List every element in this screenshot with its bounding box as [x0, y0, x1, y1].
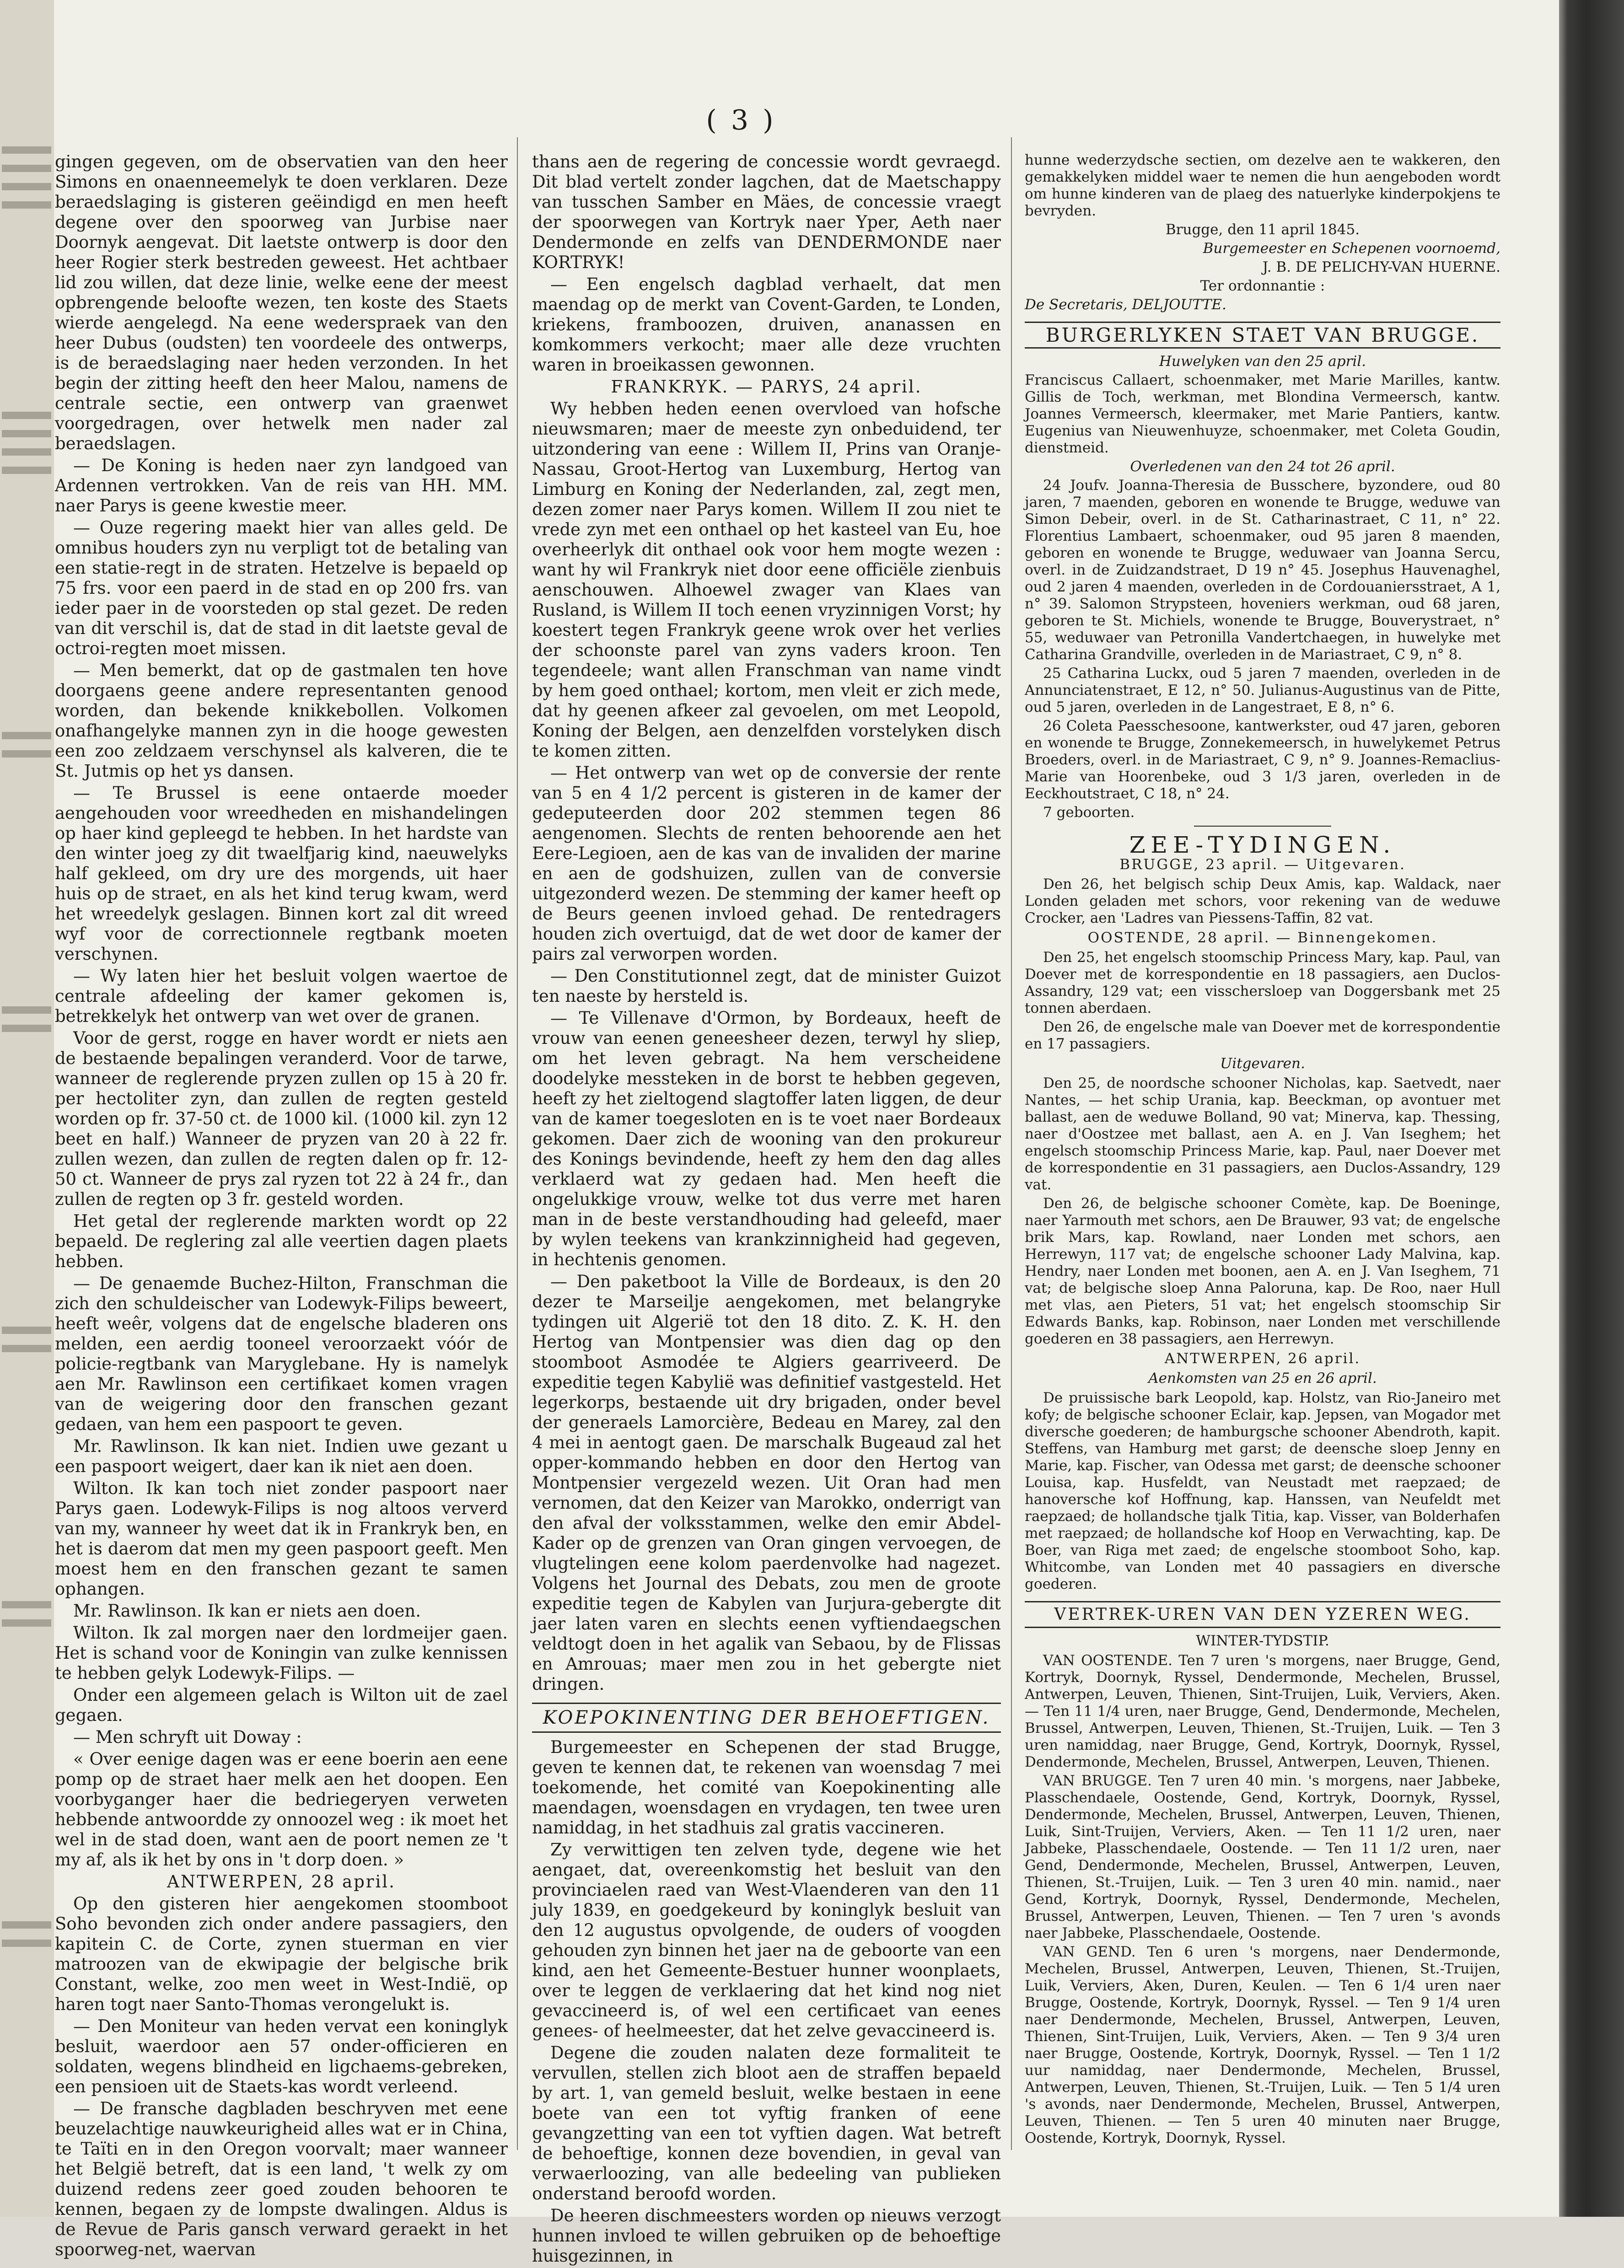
- article-paragraph: Op den gisteren hier aengekomen stoomboot Soho bevonden zich onder andere passagiers, den kapitein C. de Corte, zynen stuerman en vier matroozen van de ekwipagie der belgische brik Constant, welke, zoo men weet in West-Indië, op haren togt naer Santo-Thomas verongelukt is.: [55, 1894, 508, 2014]
- timetable-entry: VAN GEND. Ten 6 uren 's morgens, naer Dendermonde, Mechelen, Brussel, Antwerpen, Leuven, Thienen, St.-Truijen, Luik, Verviers, Aken, Duren, Keulen. — Ten 6 1/4 uren naer Brugge, Oostende, Kortryk, Doornyk, Ryssel. — Ten 9 1/4 uren naer Dendermonde, Mechelen, Brussel, Antwerpen, Leuven, Thienen, Sint-Truijen, Luik, Verviers, Aken. — Ten 9 3/4 uren naer Brugge, Oostende, Kortryk, Doornyk, Ryssel. — Ten 1 1/2 uur namiddag, naer Dendermonde, Mechelen, Brussel, Antwerpen, Leuven, Thienen, St.-Truijen, Luik. — Ten 5 1/4 uren 's avonds, naer Dendermonde, Mechelen, Brussel, Antwerpen, Leuven, Thienen. — Ten 5 uren 40 minuten naer Brugge, Oostende, Kortryk, Doornyk, Ryssel.: [1025, 1944, 1500, 2146]
- column-rule: [517, 137, 518, 2150]
- shipping-entry: Den 26, het belgisch schip Deux Amis, kap. Waldack, naer Londen geladen met schors, voor rekening van de weduwe Crocker, aen 'Ladres van Piessens-Taffin, 82 vat.: [1025, 876, 1500, 926]
- notice-date: Brugge, den 11 april 1845.: [1165, 221, 1360, 238]
- page-number: ( 3 ): [706, 104, 776, 136]
- registry-entry: Franciscus Callaert, schoenmaker, met Marie Marilles, kantw. Gillis de Toch, werkman, met Blondina Vermeersch, kantw. Joannes Vermeersch, kleermaker, met Marie Pantiers, kantw. Eugenius van Nieuwenhuyze, schoenmaker, met Coleta Goudin, dienstmeid.: [1025, 372, 1500, 456]
- signature-title: Burgemeester en Schepenen voornoemd,: [1203, 240, 1500, 257]
- notice-paragraph: hunne wederzydsche sectien, om dezelve aen te wakkeren, den gemakkelyken middel waer te nemen die hun aengeboden wordt om hunne kinderen van de plaeg des natuerlyke kinderpokjens te bevryden.: [1025, 152, 1500, 219]
- notice-paragraph: Degene die zouden nalaten deze formaliteit te vervullen, stellen zich bloot aen de straffen bepaeld by art. 1, van gemeld besluit, welke bestaen in eene boete van een tot vyftig franken of eene gevangzetting van een tot vyftien dagen. Wat betreft de behoeftige, konnen deze bovendien, in geval van verwaerloozing, van alle bedeeling van publieken onderstand beroofd worden.: [532, 2043, 1001, 2204]
- section-heading: BURGERLYKEN STAET VAN BRUGGE.: [1025, 322, 1500, 349]
- article-paragraph: — Men bemerkt, dat op de gastmalen ten hove doorgaens geene andere representanten genood worden, dan bekende knikkebollen. Volkomen onafhangelyke mannen zyn in die hooge gewesten een zoo zeldzaem verschynsel als kalveren, die te St. Jutmis op het ys dansen.: [55, 661, 508, 781]
- article-paragraph: — Den paketboot la Ville de Bordeaux, is den 20 dezer te Marseilje aengekomen, met belangryke tydingen uit Algerië tot den 18 dito. Z. K. H. den Hertog van Montpensier was dien dag op den stoomboot Asmodée te Algiers gearriveerd. De expeditie tegen Kabylië was definitief vastgesteld. Het legerkorps, bestaende uit dry brigaden, onder bevel der generaels Lamorcière, Bedeau en Marey, zal den 4 mei in aentogt gaen. De marschalk Bugeaud zal het opper-kommando hebben en door den Hertog van Montpensier vergezeld wezen. Uit Oran had men vernomen, dat den Keizer van Marokko, onderrigt van den afval der volksstammen, welke den emir Abdel-Kader op de grenzen van Oran gingen vervoegen, de vlugtelingen eene kolom paerdenvolke had nagezet. Volgens het Journal des Debats, zou men de groote expeditie tegen de Kabylen van Jurjura-gebergte dit jaer laten varen en slechts eenen vyftiendaegschen veldtogt doen in het agalik van Sebaou, by de Flissas en Amrouas; maer men zou in het gebergte niet dringen.: [532, 1272, 1001, 1694]
- timetable-entry: VAN BRUGGE. Ten 7 uren 40 min. 's morgens, naer Jabbeke, Plasschendaele, Oostende, Gend, Kortryk, Doornyk, Ryssel, Dendermonde, Mechelen, Brussel, Antwerpen, Leuven, Thienen, Luik, Sint-Truijen, Verviers, Aken. — Ten 11 1/2 uren, naer Jabbeke, Plasschendaele, Oostende. — Ten 11 1/2 uren, naer Gend, Dendermonde, Mechelen, Brussel, Antwerpen, Leuven, Thienen, St.-Truijen, Luik. — Ten 3 uren 40 min. namid., naer Gend, Kortryk, Doornyk, Ryssel, Dendermonde, Mechelen, Brussel, Antwerpen, Leuven, Thienen. — Ten 7 uren 's avonds naer Jabbeke, Plasschendaele, Oostende.: [1025, 1773, 1500, 1941]
- article-paragraph: — Den Constitutionnel zegt, dat de minister Guizot ten naeste by hersteld is.: [532, 966, 1001, 1006]
- dateline: FRANKRYK. — PARYS, 24 april.: [611, 377, 922, 397]
- column-3: [1025, 152, 1500, 2149]
- dialogue-line: Mr. Rawlinson. Ik kan niet. Indien uwe gezant u een paspoort weigert, daer kan ik niet aen doen.: [55, 1436, 508, 1476]
- column-rule: [1011, 137, 1012, 2150]
- registry-entry: 26 Coleta Paesschesoone, kantwerkster, oud 47 jaren, geboren en wonende te Brugge, Zonnekemeersch, in huwelykemet Petrus Broeders, overl. in de Mariastraet, C 9, n° 9. Joannes-Remaclius-Marie van Hoorenbeke, oud 3 1/3 jaren, overleden in de Eeckhoutstraet, C 18, n° 24.: [1025, 718, 1500, 802]
- article-paragraph: « Over eenige dagen was er eene boerin aen eene pomp op de straet haer melk aen het doopen. Een voorbyganger haer die bedriegeryen verweten hebbende antwoordde zy onnoozel weg : ik moet het wel in de stad doen, want aen de poort nemen ze 't my af, als ik het by ons in 't dorp doen. »: [55, 1749, 508, 1870]
- article-paragraph: Wy hebben heden eenen overvloed van hofsche nieuwsmaren; maer de meeste zyn onbeduidend, ter uitzondering van eene : Willem II, Prins van Oranje-Nassau, Groot-Hertog van Luxemburg, Hertog van Limburg en Koning der Nederlanden, zal, zegt men, dezen zomer naer Parys komen. Willem II zou niet te vrede zyn met een onthael op het kasteel van Eu, hoe overheerlyk dit onthael ook voor hem mogte wezen : want hy wil Frankryk niet door eene officiële zienbuis aenschouwen. Alhoewel zwager van Klaes van Rusland, is Willem II toch eenen vryzinnigen Vorst; hy koestert tegen Frankryk geene wrok over het verlies der schoonste parel van zyns vaders kroon. Ten tegendeele; want allen Franschman van name vindt by hem goed onthael; kortom, men vleit er zich mede, dat hy geenen afkeer zal gevoelen, om met Leopold, Koning der Belgen, aen denzelfden vorstelyken disch te komen zitten.: [532, 399, 1001, 761]
- shipping-entry: De pruissische bark Leopold, kap. Holstz, van Rio-Janeiro met kofy; de belgische schooner Eclair, kap. Jepsen, van Mogador met diversche goederen; de hamburgsche schooner Abendroth, kapit. Steffens, van Hamburg met garst; de deensche sloep Jenny en Marie, kap. Fischer, van Odessa met garst; de deensche schooner Louisa, kap. Husfeldt, van Neustadt met raepzaed; de hanoversche kof Hoffnung, kap. Hanssen, van Neufeldt met raepzaed; de hollandsche tjalk Titia, kap. Visser, van Bolderhafen met raepzaed; de hollandsche kof Hoop en Verwachting, kap. De Boer, van Riga met zaed; de engelsche stoomboot Soho, kap. Whitcombe, van Londen met 40 passagiers en diversche goederen.: [1025, 1390, 1500, 1592]
- section-heading: VERTREK-UREN VAN DEN YZEREN WEG.: [1025, 1601, 1500, 1628]
- article-paragraph: — Ouze regering maekt hier van alles geld. De omnibus houders zyn nu verpligt tot de betaling van een statie-regt in de straten. Hetzelve is bepaeld op 75 frs. voor een paerd in de stad en op 200 frs. van ieder paer in de voorsteden op stal gezet. De reden van dit verschil is, dat de stad in dit laetste geval de octroi-regten moet missen.: [55, 518, 508, 658]
- article-paragraph: — Wy laten hier het besluit volgen waertoe de centrale afdeeling der kamer gekomen is, betrekkelyk het ontwerp van wet over de granen.: [55, 966, 508, 1026]
- subsection-heading: Huwelyken van den 25 april.: [1159, 353, 1366, 370]
- column-2: [532, 152, 1001, 2268]
- article-paragraph: — De Koning is heden naer zyn landgoed van Ardennen vertrokken. Van de reis van HH. MM. naer Parys is geene kwestie meer.: [55, 456, 508, 516]
- subsection-heading: Uitgevaren.: [1220, 1055, 1305, 1072]
- subsection-heading: WINTER-TYDSTIP.: [1196, 1633, 1329, 1649]
- article-paragraph: — Te Villenave d'Ormon, by Bordeaux, heeft de vrouw van eenen geneesheer dezen, terwyl hy sliep, om het leven gebragt. Na hem verscheidene doodelyke messteken in de borst te hebben gegeven, heeft zy het zieltogend slagtoffer laten liggen, de deur van de kamer toegesloten en is te voet naer Bordeaux gekomen. Daer zich de wooning van den prokureur des Konings bevindende, heeft zy hem den dag alles verklaerd wat zy gedaen had. Men heeft die ongelukkige vrouw, welke tot dus verre met haren man in de beste verstandhouding had geleefd, maer by wylen teekens van krankzinnigheid had gegeven, in hechtenis genomen.: [532, 1008, 1001, 1269]
- shipping-entry: Den 26, de belgische schooner Comète, kap. De Boeninge, naer Yarmouth met schors, aen De Brauwer, 93 vat; de engelsche brik Mars, kap. Rowland, naer Londen met schors, aen Herrewyn, 117 vat; de engelsche schooner Lady Malvina, kap. Hendry, naer Londen met boonen, aen A. en J. Van Iseghem, 71 vat; de belgische sloep Anna Paloruna, kap. De Roo, naer Hull met vlas, aen Pieters, 51 vat; het engelsch stoomschip Sir Edwards Banks, kap. Robinson, naer Londen met verschillende goederen en 38 passagiers, aen Herrewyn.: [1025, 1195, 1500, 1347]
- article-paragraph: Het getal der reglerende markten wordt op 22 bepaeld. De reglering zal alle veertien dagen plaets hebben.: [55, 1211, 508, 1271]
- notice-paragraph: Zy verwittigen ten zelven tyde, degene wie het aengaet, dat, overeenkomstig het besluit van den provinciaelen raed van West-Vlaenderen van den 11 july 1839, en goedgekeurd by koninglyk besluit van den 12 augustus opvolgende, de ouders of voogden gehouden zyn binnen het jaer na de geboorte van een kind, aen het Gemeente-Bestuer hunner woonplaets, over te leggen de verklaering dat het kind nog niet gevaccineerd is, of wel een certificaet van eenes genees- of heelmeester, dat het zelve gevaccineerd is.: [532, 1840, 1001, 2041]
- article-paragraph: — Het ontwerp van wet op de conversie der rente van 5 en 4 1/2 percent is gisteren in de kamer der gedeputeerden door 202 stemmen tegen 86 aengenomen. Slechts de renten behoorende aen het Eere-Legioen, aen de kas van de invaliden der marine en aen de godshuizen, zullen van de conversie uitgezonderd wezen. De stemming der kamer heeft op de Beurs geenen invloed gehad. De rentedragers houden zich overtuigd, dat de wet door de kamer der pairs zal verworpen worden.: [532, 763, 1001, 964]
- article-paragraph: Voor de gerst, rogge en haver wordt er niets aen de bestaende bepalingen veranderd. Voor de tarwe, wanneer de reglerende pryzen zullen op 15 à 20 fr. per hectoliter zyn, dan zullen de regten gesteld worden op fr. 37-50 ct. de 1000 kil. (1000 kil. zyn 12 beet en half.) Wanneer de pryzen van 20 à 22 fr. zullen wezen, dan zullen de regten dalen op fr. 12-50 ct. Wanneer de prys zal ryzen tot 22 à 24 fr., dan zullen de regten op 3 fr. gesteld worden.: [55, 1028, 508, 1209]
- subsection-heading: Overledenen van den 24 tot 26 april.: [1130, 458, 1395, 475]
- notice-paragraph: Burgemeester en Schepenen der stad Brugge, geven te kennen dat, te rekenen van woensdag 7 mei toekomende, het comité van Koepokinenting alle maendagen, woensdagen en vrydagen, ten twee uren namiddag, in het stadhuis zal gratis vaccineren.: [532, 1737, 1001, 1838]
- registry-entry: 24 Joufv. Joanna-Theresia de Busschere, byzondere, oud 80 jaren, 7 maenden, geboren en wonende te Brugge, weduwe van Simon Debeir, overl. in de St. Catharinastraet, C 11, n° 22. Florentius Lambaert, schoenmaker, oud 95 jaren 8 maenden, geboren en wonende te Brugge, weduwaer van Joanna Sercu, overl. in de Zuidzandstraet, D 19 n° 45. Josephus Hauvenaghel, oud 2 jaren 4 maenden, overleden in de Cordouaniersstraet, A 1, n° 39. Salomon Strypsteen, hoveniers werkman, oud 68 jaren, geboren te St. Michiels, wonende te Brugge, Bouverystraet, n° 55, weduwaer van Petronilla Vandertchaegen, in huwelyke met Catharina Grandville, overleden in de Mariastraet, C 9, n° 8.: [1025, 477, 1500, 663]
- article-paragraph: — Een engelsch dagblad verhaelt, dat men maendag op de merkt van Covent-Garden, te Londen, kriekens, framboozen, druiven, ananassen en komkommers verkocht; maer alle deze vruchten waren in broeikassen gewonnen.: [532, 274, 1001, 375]
- article-paragraph: thans aen de regering de concessie wordt gevraegd. Dit blad vertelt zonder lagchen, dat de Maetschappy van tusschen Samber en Mäes, de concessie vraegt der spoorwegen van Kortryk naer Yper, Aeth naer Dendermonde en zelfs van DENDERMONDE naer KORTRYK!: [532, 152, 1001, 272]
- shipping-entry: Den 25, het engelsch stoomschip Princess Mary, kap. Paul, van Doever met de korrespondentie en 18 passagiers, aen Duclos-Assandry, 129 vat; een visschersloep van Doggersbank met 25 tonnen aberdaen.: [1025, 949, 1500, 1016]
- shipping-entry: Den 25, de noordsche schooner Nicholas, kap. Saetvedt, naer Nantes, — het schip Urania, kap. Beeckman, op avontuer met ballast, aen de weduwe Bolland, 90 vat; Minerva, kap. Thessing, naer d'Oostzee met ballast, aen A. en J. Van Iseghem; het engelsch stoomschip Princess Marie, kap. Paul, naer Doever met de korrespondentie en 31 passagiers, aen Duclos-Assandry, 129 vat.: [1025, 1075, 1500, 1193]
- article-paragraph: — Te Brussel is eene ontaerde moeder aengehouden voor wreedheden en mishandelingen op haer kind gepleegd te hebben. In het hardste van den winter joeg zy dit twaelfjarig kind, naeuwelyks half gekleed, om dry ure des morgends, uit haer huis op de straet, en als het kind terug kwam, werd het wreedelyk geslagen. Binnen kort zal dit wreed wyf voor de correctionnele regtbank moeten verschynen.: [55, 783, 508, 964]
- dialogue-line: Wilton. Ik kan toch niet zonder paspoort naer Parys gaen. Lodewyk-Filips is nog altoos ververd van my, wanneer hy weet dat ik in Frankryk ben, en het is daerom dat men my geen paspoort geeft. Men moest hem en den franschen gezant te samen ophangen.: [55, 1478, 508, 1599]
- shipping-entry: Den 26, de engelsche male van Doever met de korrespondentie en 17 passagiers.: [1025, 1019, 1500, 1052]
- section-heading: ZEE-TYDINGEN.: [1129, 832, 1396, 858]
- dialogue-line: Wilton. Ik zal morgen naer den lordmeijer gaen. Het is schand voor de Koningin van zulke kennissen te hebben gelyk Lodewyk-Filips. —: [55, 1623, 508, 1683]
- dateline: OOSTENDE, 28 april. — Binnengekomen.: [1087, 930, 1438, 946]
- adjacent-page-edge: [0, 0, 55, 2217]
- article-paragraph: Onder een algemeen gelach is Wilton uit de zael gegaen.: [55, 1685, 508, 1725]
- section-heading: KOEPOKINENTING DER BEHOEFTIGEN.: [532, 1703, 1001, 1733]
- subsection-heading: Aenkomsten van 25 en 26 april.: [1148, 1370, 1377, 1387]
- column-1: [55, 152, 508, 2262]
- signature-name: J. B. DE PELICHY-VAN HUERNE.: [1262, 259, 1500, 275]
- article-paragraph: — De fransche dagbladen beschryven met eene beuzelachtige nauwkeurigheid alles wat er in China, te Taïti en in den Oregon voorvalt; maer wanneer het België betreft, dat is een land, 't welk zy om duizend redens zeer goed zouden behooren te kennen, begaen zy de lompste dwalingen. Aldus is de Revue de Paris gansch verward geraekt in het spoorweg-net, waervan: [55, 2099, 508, 2259]
- dialogue-line: Mr. Rawlinson. Ik kan er niets aen doen.: [73, 1601, 421, 1621]
- article-paragraph: — Den Moniteur van heden vervat een koninglyk besluit, waerdoor aen 57 onder-officieren en soldaten, wegens blindheid en ligchaems-gebreken, een pensioen uit de Staets-kas wordt verleend.: [55, 2016, 508, 2096]
- notice-paragraph: De heeren dischmeesters worden op nieuws verzogt hunnen invloed te willen gebruiken op de behoeftige huisgezinnen, in: [532, 2206, 1001, 2266]
- scan-border: [1559, 0, 1624, 2217]
- article-paragraph: — De genaemde Buchez-Hilton, Franschman die zich den schuldeischer van Lodewyk-Filips beweert, heeft weêr, volgens dat de engelsche bladeren ons melden, een aerdig tooneel veroorzaekt vóór de policie-regtbank van Maryglebane. Hy is namelyk aen Mr. Rawlinson een certifikaet komen vragen van de weigering door den franschen gezant gedaen, van hem een paspoort te geven.: [55, 1274, 508, 1434]
- dateline: ANTWERPEN, 28 april.: [167, 1872, 396, 1892]
- article-paragraph: gingen gegeven, om de observatien van den heer Simons en onaenneemelyk te doen verklaren. Deze beraedslaging is gisteren geëindigd en men heeft degene over den spoorweg van Jurbise naer Doornyk aengevat. Dit laetste ontwerp is door den heer Rogier sterk bestreden geweest. Het achtbaer lid zou willen, dat deze linie, welke eene der meest opbrengende beloofte wezen, ten koste des Staets wierde aengelegd. Na eene wederspraek van den heer Dubus (oudsten) ten voordeele des ontwerps, is de beraedslaging naer heden verzonden. In het begin der zitting heeft den heer Malou, namens de centrale sectie, een ontwerp van graenwet voorgedragen, over hetwelk men nader zal beraedslagen.: [55, 152, 508, 453]
- article-paragraph: — Men schryft uit Doway :: [73, 1727, 302, 1747]
- dateline: ANTWERPEN, 26 april.: [1164, 1350, 1361, 1367]
- timetable-entry: VAN OOSTENDE. Ten 7 uren 's morgens, naer Brugge, Gend, Kortryk, Doornyk, Ryssel, Dendermonde, Mechelen, Brussel, Antwerpen, Leuven, Thienen, Sint-Truijen, Luik, Verviers, Aken. — Ten 11 1/4 uren, naer Brugge, Gend, Dendermonde, Mechelen, Brussel, Antwerpen, Leuven, Thienen, St.-Truijen, Luik. — Ten 3 uren namiddag, naer Brugge, Gend, Kortryk, Doornyk, Ryssel, Dendermonde, Mechelen, Brussel, Antwerpen, Leuven, Thienen.: [1025, 1652, 1500, 1770]
- signature-secretary: De Secretaris, DELJOUTTE.: [1025, 296, 1226, 313]
- registry-entry: 25 Catharina Luckx, oud 5 jaren 7 maenden, overleden in de Annunciatenstraet, E 12, n° 50. Julianus-Augustinus van de Pitte, oud 5 jaren, overleden in de Langestraet, E 8, n° 6.: [1025, 665, 1500, 715]
- divider: [1194, 826, 1331, 827]
- registry-entry: 7 geboorten.: [1043, 804, 1135, 821]
- dateline: BRUGGE, 23 april. — Uitgevaren.: [1119, 856, 1406, 873]
- signature-note: Ter ordonnantie :: [1200, 278, 1325, 294]
